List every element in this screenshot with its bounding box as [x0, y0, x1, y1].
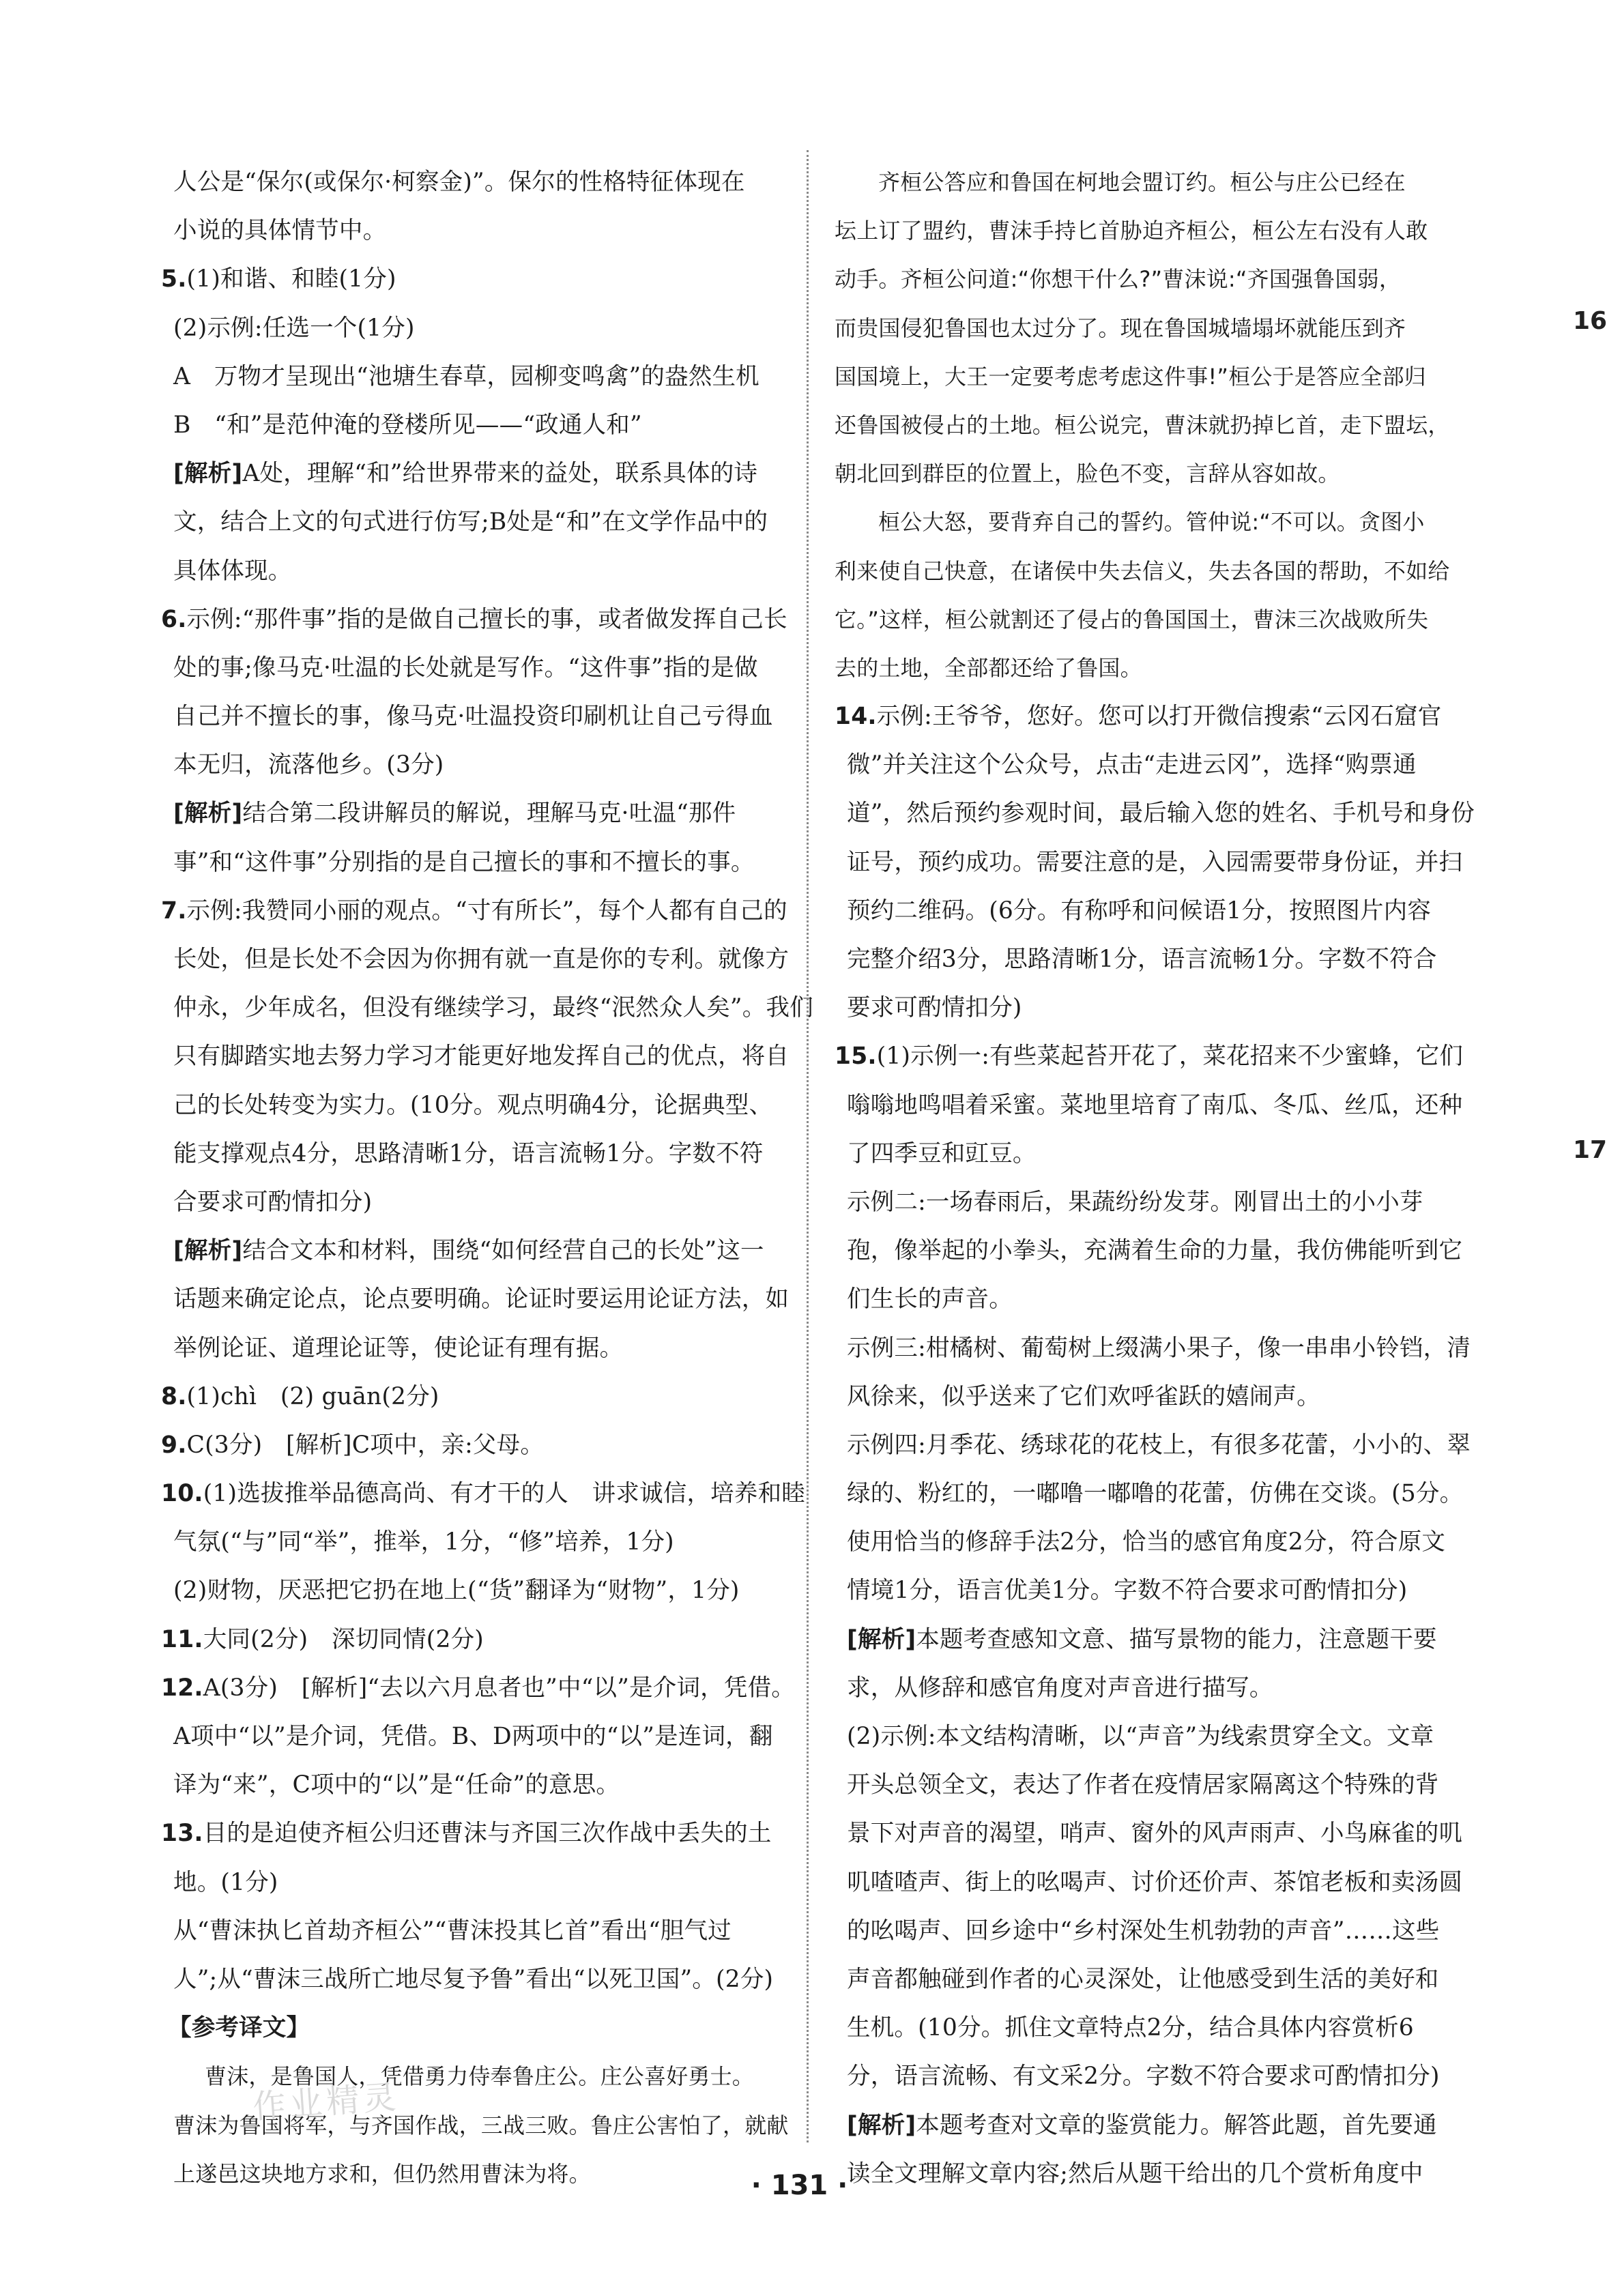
- right-column-line: [835, 1470, 1469, 1518]
- line-text: 利来使自己快意，在诸侯中失去信义，失去各国的帮助，不如给: [835, 557, 1450, 584]
- left-column-line: [161, 1178, 796, 1227]
- left-column-line: [161, 1227, 796, 1275]
- left-column-line: [161, 1421, 796, 1470]
- question-number: 14.: [835, 703, 877, 731]
- edge-label-16: 16: [1573, 307, 1607, 335]
- right-column-line: [835, 158, 1469, 207]
- line-text: 情境1分，语言优美1分。字数不符合要求可酌情扣分): [847, 1577, 1408, 1605]
- left-column-line: [161, 1518, 796, 1567]
- right-column-line: [835, 693, 1469, 741]
- question-number: 9.: [161, 1431, 187, 1459]
- line-text: 结合第二段讲解员的解说，理解马克·吐温“那件: [242, 800, 736, 828]
- left-column-line: [161, 1907, 796, 1956]
- line-text: 示例三:柑橘树、葡萄树上缀满小果子，像一串串小铃铛，清: [847, 1334, 1471, 1362]
- right-column-line: [835, 887, 1469, 935]
- left-column-line: [161, 644, 796, 693]
- line-text: 风徐来，似乎送来了它们欢呼雀跃的嬉闹声。: [847, 1382, 1320, 1410]
- right-column-line: [835, 1081, 1469, 1130]
- line-text: 己的长处转变为实力。(10分。观点明确4分，论据典型、: [173, 1091, 773, 1119]
- question-number: 11.: [161, 1625, 203, 1653]
- line-text: 地。(1分): [173, 1868, 278, 1896]
- left-column-line: [161, 1470, 805, 1518]
- line-text: 读全文理解文章内容;然后从题干给出的几个赏析角度中: [847, 2160, 1423, 2188]
- analysis-tag: [解析]: [173, 460, 243, 488]
- line-text: (2)示例:本文结构清晰，以“声音”为线索贯穿全文。文章: [847, 1723, 1434, 1750]
- line-text: 叽喳喳声、街上的吆喝声、讨价还价声、茶馆老板和卖汤圆: [847, 1868, 1463, 1896]
- line-text: (2)示例:任选一个(1分): [173, 314, 415, 342]
- line-text: 声音都触碰到作者的心灵深处，让他感受到生活的美好和: [847, 1965, 1439, 1993]
- right-column-line: [835, 741, 1469, 789]
- right-column-line: [835, 450, 1469, 498]
- left-column-line: [161, 1081, 796, 1130]
- right-column-line: [835, 547, 1469, 596]
- line-text: A处，理解“和”给世界带来的益处，联系具体的诗: [242, 460, 758, 488]
- line-text: 本无归，流落他乡。(3分): [173, 751, 444, 779]
- line-text: 结合文本和材料，围绕“如何经营自己的长处”这一: [242, 1237, 764, 1265]
- left-column-line: [161, 1810, 796, 1858]
- right-column-line: [835, 1373, 1469, 1421]
- left-column-line: [161, 450, 796, 498]
- line-text: 的吆喝声、回乡途中“乡村深处生机勃勃的声音”……这些: [847, 1917, 1440, 1945]
- line-text: 景下对声音的渴望，哨声、窗外的风声雨声、小鸟麻雀的叽: [847, 1820, 1463, 1848]
- line-text: 要求可酌情扣分): [847, 994, 1022, 1022]
- column-divider: [807, 150, 809, 2142]
- right-column-line: [835, 401, 1469, 450]
- right-column-line: [835, 1907, 1469, 1956]
- line-text: 从“曹沫执匕首劫齐桓公”“曹沫投其匕首”看出“胆气过: [173, 1917, 732, 1945]
- line-text: (1)chì (2) guān(2分): [186, 1382, 439, 1410]
- line-text: 人”;从“曹沫三战所亡地尽复予鲁”看出“以死卫国”。(2分): [173, 1965, 774, 1993]
- line-text: 人公是“保尔(或保尔·柯察金)”。保尔的性格特征体现在: [173, 169, 745, 196]
- analysis-tag: [解析]: [847, 2111, 916, 2139]
- left-column-line: [161, 2004, 796, 2052]
- right-column-line: [835, 353, 1469, 401]
- line-text: 孢，像举起的小拳头，充满着生命的力量，我仿佛能听到它: [847, 1237, 1463, 1265]
- line-text: 道”，然后预约参观时间，最后输入您的姓名、手机号和身份: [847, 800, 1475, 828]
- line-text: 它。”这样，桓公就割还了侵占的鲁国国土，曹沫三次战败所失: [835, 606, 1429, 633]
- line-text: 曹沫为鲁国将军，与齐国作战，三战三败。鲁庄公害怕了，就献: [173, 2112, 789, 2138]
- right-column-line: [835, 1859, 1469, 1907]
- line-text: 完整介绍3分，思路清晰1分，语言流畅1分。字数不符合: [847, 946, 1437, 973]
- line-text: 曹沫，是鲁国人，凭借勇力侍奉鲁庄公。庄公喜好勇士。: [205, 2063, 755, 2090]
- left-column-line: [161, 839, 796, 887]
- line-text: 嗡嗡地鸣唱着采蜜。菜地里培育了南瓜、冬瓜、丝瓜，还种: [847, 1091, 1463, 1119]
- question-number: 5.: [161, 265, 187, 293]
- left-column-line: [161, 1761, 796, 1810]
- line-text: 小说的具体情节中。: [173, 217, 387, 245]
- line-text: 国国境上，大王一定要考虑考虑这件事!”桓公于是答应全部归: [835, 363, 1427, 390]
- line-text: 求，从修辞和感官角度对声音进行描写。: [847, 1674, 1273, 1702]
- line-text: 示例:“那件事”指的是做自己擅长的事，或者做发挥自己长: [186, 605, 787, 633]
- line-text: 们生长的声音。: [847, 1285, 1013, 1313]
- right-column-line: [835, 1713, 1469, 1761]
- right-column-line: [835, 1664, 1469, 1713]
- right-column-line: [835, 1810, 1469, 1858]
- right-column-line: [835, 1130, 1469, 1178]
- right-column-line: [835, 1616, 1469, 1664]
- right-column-line: [835, 935, 1469, 984]
- right-column-line: [835, 2102, 1469, 2150]
- edge-label-17: 17: [1573, 1136, 1607, 1164]
- line-text: 气氛(“与”同“举”，推举，1分，“修”培养，1分): [173, 1528, 674, 1556]
- line-text: 文，结合上文的句式进行仿写;B处是“和”在文学作品中的: [173, 508, 768, 536]
- line-text: 证号，预约成功。需要注意的是，入园需要带身份证，并扫: [847, 848, 1463, 876]
- line-text: A 万物才呈现出“池塘生春草，园柳变鸣禽”的盎然生机: [173, 362, 759, 390]
- line-text: 坛上订了盟约，曹沫手持匕首胁迫齐桓公，桓公左右没有人敢: [835, 218, 1428, 244]
- left-column-line: [161, 401, 796, 450]
- left-column-line: [161, 1664, 796, 1713]
- line-text: (1)选拔推举品德高尚、有才干的人 讲求诚信，培养和睦: [203, 1480, 805, 1508]
- right-column-line: [835, 1227, 1469, 1275]
- left-column-line: [161, 547, 796, 596]
- line-text: A(3分) [解析]“去以六月息者也”中“以”是介词，凭借。: [203, 1674, 795, 1702]
- question-number: 8.: [161, 1382, 187, 1410]
- line-text: 绿的、粉红的，一嘟噜一嘟噜的花蕾，仿佛在交谈。(5分。: [847, 1480, 1464, 1508]
- line-text: 示例四:月季花、绣球花的花枝上，有很多花蕾，小小的、翠: [847, 1431, 1471, 1459]
- left-column-line: [161, 935, 796, 984]
- line-text: 处的事;像马克·吐温的长处就是写作。“这件事”指的是做: [173, 654, 758, 682]
- line-text: B “和”是范仲淹的登楼所见——“政通人和”: [173, 411, 642, 439]
- right-column-line: [835, 839, 1469, 887]
- left-column-line: [161, 207, 796, 255]
- line-text: (2)财物，厌恶把它扔在地上(“货”翻译为“财物”，1分): [173, 1577, 740, 1605]
- line-text: 事”和“这件事”分别指的是自己擅长的事和不擅长的事。: [173, 848, 755, 876]
- right-column-line: [835, 789, 1475, 838]
- right-column-line: [835, 255, 1469, 304]
- question-number: 6.: [161, 605, 187, 633]
- left-column-line: [161, 1130, 796, 1178]
- right-column-line: [835, 1178, 1469, 1227]
- right-column-line: [835, 984, 1469, 1032]
- left-column-line: [161, 353, 796, 401]
- left-column-line: [161, 984, 813, 1032]
- right-column-line: [835, 596, 1469, 644]
- line-text: 示例二:一场春雨后，果蔬纷纷发芽。刚冒出土的小小芽: [847, 1188, 1423, 1216]
- line-text: 还鲁国被侵占的土地。桓公说完，曹沫就扔掉匕首，走下盟坛，: [835, 411, 1450, 438]
- line-text: 分，语言流畅、有文采2分。字数不符合要求可酌情扣分): [847, 2063, 1440, 2091]
- question-number: 10.: [161, 1480, 203, 1508]
- left-column-line: [161, 1567, 796, 1615]
- left-column-line: [161, 1713, 796, 1761]
- line-text: 而贵国侵犯鲁国也太过分了。现在鲁国城墙塌坏就能压到齐: [835, 315, 1406, 341]
- right-column-line: [835, 2052, 1469, 2101]
- line-text: 自己并不擅长的事，像马克·吐温投资印刷机让自己亏得血: [173, 703, 773, 731]
- line-text: 仲永，少年成名，但没有继续学习，最终“泯然众人矣”。我们: [173, 994, 813, 1022]
- left-column-line: [161, 304, 796, 353]
- line-text: 上遂邑这块地方求和，但仍然用曹沫为将。: [173, 2160, 591, 2187]
- left-column-line: [161, 1324, 796, 1373]
- right-column-line: [835, 1761, 1469, 1810]
- left-column-line: [161, 255, 796, 304]
- line-text: 示例:王爷爷，您好。您可以打开微信搜索“云冈石窟官: [876, 703, 1442, 731]
- question-number: 12.: [161, 1674, 203, 1702]
- analysis-tag: [解析]: [173, 1237, 243, 1265]
- line-text: 了四季豆和豇豆。: [847, 1139, 1037, 1167]
- line-text: (1)和谐、和睦(1分): [186, 265, 396, 293]
- left-column-line: [161, 1032, 796, 1081]
- left-column-line: [161, 1373, 796, 1421]
- right-column-line: [835, 1032, 1469, 1081]
- line-text: A项中“以”是介词，凭借。B、D两项中的“以”是连词，翻: [173, 1723, 773, 1750]
- line-text: 开头总领全文，表达了作者在疫情居家隔离这个特殊的背: [847, 1771, 1439, 1799]
- right-column-line: [835, 1567, 1469, 1615]
- line-text: C(3分) [解析]C项中，亲:父母。: [186, 1431, 545, 1459]
- line-text: 话题来确定论点，论点要明确。论证时要运用论证方法，如: [173, 1285, 790, 1313]
- question-number: 15.: [835, 1043, 877, 1071]
- question-number: 13.: [161, 1820, 203, 1848]
- right-column-line: [835, 1275, 1469, 1324]
- line-text: (1)示例一:有些菜起苔开花了，菜花招来不少蜜蜂，它们: [876, 1043, 1464, 1071]
- line-text: 示例:我赞同小丽的观点。“寸有所长”，每个人都有自己的: [186, 897, 787, 925]
- line-text: 大同(2分) 深切同情(2分): [203, 1625, 484, 1653]
- right-column-line: [835, 1518, 1469, 1567]
- watermark: 作业精灵: [251, 2078, 402, 2127]
- right-column-line: [835, 304, 1469, 353]
- line-text: 合要求可酌情扣分): [173, 1188, 373, 1216]
- line-text: 去的土地，全部都还给了鲁国。: [835, 654, 1142, 681]
- right-column-line: [835, 1324, 1469, 1373]
- left-column-line: [161, 887, 796, 935]
- line-text: 微”并关注这个公众号，点击“走进云冈”，选择“购票通: [847, 751, 1417, 779]
- reference-translation-heading: 【参考译文】: [168, 2014, 310, 2042]
- line-text: 齐桓公答应和鲁国在柯地会盟订约。桓公与庄公已经在: [878, 169, 1406, 195]
- right-column-line: [835, 1956, 1469, 2004]
- right-column: [835, 158, 1475, 2198]
- left-column-line: [161, 1956, 796, 2004]
- right-column-line: [835, 644, 1469, 693]
- line-text: 举例论证、道理论证等，使论证有理有据。: [173, 1334, 624, 1362]
- line-text: 译为“来”，C项中的“以”是“任命”的意思。: [173, 1771, 620, 1799]
- analysis-tag: [解析]: [173, 800, 243, 828]
- line-text: 朝北回到群臣的位置上，脸色不变，言辞从容如故。: [835, 461, 1340, 487]
- line-text: 桓公大怒，要背弃自己的誓约。管仲说:“不可以。贪图小: [878, 509, 1425, 536]
- right-column-line: [835, 2004, 1469, 2052]
- left-column-line: [161, 596, 796, 644]
- line-text: 生机。(10分。抓住文章特点2分，结合具体内容赏析6: [847, 2014, 1414, 2042]
- line-text: 预约二维码。(6分。有称呼和问候语1分，按照图片内容: [847, 897, 1432, 925]
- line-text: 目的是迫使齐桓公归还曹沫与齐国三次作战中丢失的土: [203, 1820, 772, 1848]
- left-column-line: [161, 741, 796, 789]
- line-text: 长处，但是长处不会因为你拥有就一直是你的专利。就像方: [173, 946, 790, 973]
- right-column-line: [835, 207, 1469, 255]
- line-text: 具体体现。: [173, 557, 292, 585]
- analysis-tag: [解析]: [847, 1625, 916, 1653]
- line-text: 本题考查感知文意、描写景物的能力，注意题干要: [916, 1625, 1437, 1653]
- left-column-line: [161, 1859, 796, 1907]
- right-column-line: [835, 1421, 1469, 1470]
- left-column-line: [161, 158, 796, 207]
- line-text: 动手。齐桓公问道:“你想干什么?”曹沫说:“齐国强鲁国弱，: [835, 266, 1402, 293]
- question-number: 7.: [161, 897, 187, 925]
- right-column-line: [835, 498, 1469, 547]
- page-number: · 131 ·: [751, 2170, 848, 2201]
- line-text: 只有脚踏实地去努力学习才能更好地发挥自己的优点，将自: [173, 1043, 790, 1071]
- line-text: 本题考查对文章的鉴赏能力。解答此题，首先要通: [916, 2111, 1437, 2139]
- line-text: 使用恰当的修辞手法2分，恰当的感官角度2分，符合原文: [847, 1528, 1446, 1556]
- line-text: 能支撑观点4分，思路清晰1分，语言流畅1分。字数不符: [173, 1139, 764, 1167]
- left-column-line: [161, 789, 796, 838]
- left-column-line: [161, 498, 796, 547]
- left-column-line: [161, 1275, 796, 1324]
- left-column-line: [161, 1616, 796, 1664]
- left-column-line: [161, 693, 796, 741]
